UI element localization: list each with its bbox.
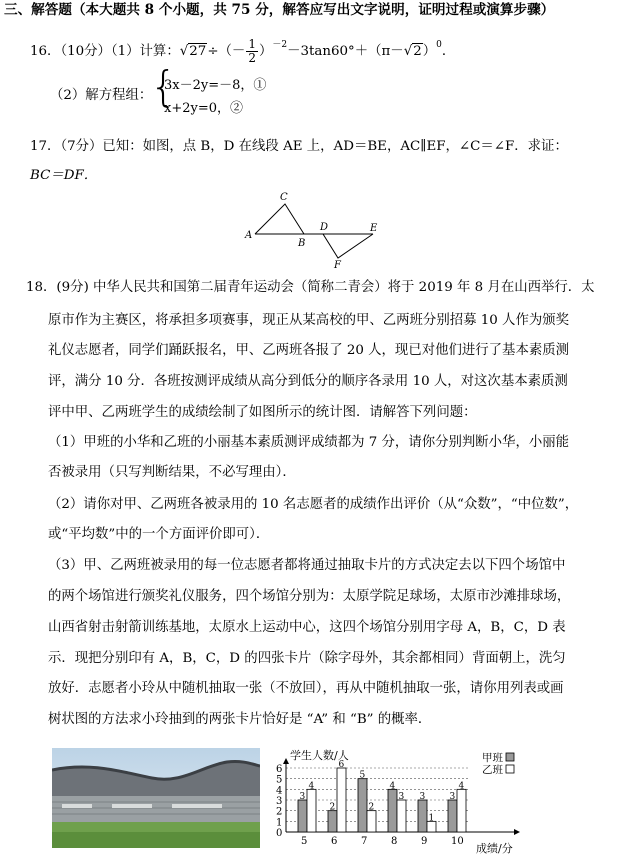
q18-line: 评，满分 10 分．各班按测评成绩从高分到低分的顺序各录用 10 人，对这次基本素质测: [48, 374, 568, 389]
equation-1: 3x－2y=－8，①: [164, 78, 267, 93]
y-tick-label: 0: [276, 828, 283, 839]
chart-x-ticks: [301, 836, 464, 847]
q17-line-1: 17．（7分）已知：如图，点 B，D 在线段 AE 上，AD＝BE，AC∥EF，∠C＝∠F．求证：: [30, 139, 568, 154]
y-axis-arrow: [283, 758, 289, 764]
y-tick-label: 5: [276, 774, 283, 786]
legend-label: 乙班: [482, 764, 503, 776]
q18-line: 树状图的方法求小玲抽到的两张卡片恰好是 “A” 和 “B” 的概率．: [48, 712, 432, 727]
label-b: B: [298, 238, 306, 249]
q18-line: （1）甲班的小华和乙班的小丽基本素质测评成绩都为 7 分，请你分别判断小华，小丽能: [48, 435, 570, 450]
bar-data-label: 3: [449, 792, 456, 802]
x-axis-arrow: [514, 829, 520, 835]
y-tick-label: 4: [276, 785, 283, 797]
y-tick-label: 6: [276, 764, 283, 775]
geometry-figure: [240, 190, 390, 270]
bar-data-label: 1: [428, 813, 435, 824]
bar-data-label: 2: [329, 802, 336, 813]
bar-yi: [457, 789, 466, 832]
bar-jia: [388, 789, 397, 832]
x-tick-label: 9: [421, 836, 428, 847]
bar-data-label: 6: [338, 760, 345, 770]
q17-line-2: BC＝DF．: [30, 168, 98, 183]
q16-exponent-2: 0: [436, 40, 442, 50]
y-tick-label: 2: [276, 806, 283, 818]
bar-data-label: 4: [389, 781, 396, 792]
x-tick-label: 5: [301, 836, 308, 847]
bar-jia: [418, 800, 427, 832]
q16-text-c: －3tan60°＋（π－: [287, 44, 404, 59]
q18-line: 评中甲、乙两班学生的成绩绘制了如图所示的统计图．请解答下列问题：: [48, 405, 477, 420]
label-e: E: [370, 223, 378, 234]
q16-text-b: ）: [258, 44, 273, 59]
x-tick-label: 6: [331, 836, 338, 847]
bar-chart: [268, 748, 568, 856]
q18-line: 放好．志愿者小玲从中随机抽取一张（不放回），再从中随机抽取一张，请你用列表或画: [48, 681, 564, 696]
equation-2: x+2y=0，②: [164, 101, 244, 116]
bar-data-label: 4: [308, 781, 315, 792]
bar-data-label: 3: [299, 792, 306, 802]
section-header: 三、解答题（本大题共 8 个小题，共 75 分，解答应写出文字说明，证明过程或演算步骤）: [4, 2, 555, 18]
q18-line: （2）请你对甲、乙两班各被录用的 10 名志愿者的成绩作出评价（从“众数”，“中位数”，: [48, 497, 579, 512]
bar-jia: [328, 811, 337, 832]
y-tick-label: 3: [276, 796, 283, 807]
system-brace: {: [150, 62, 177, 111]
bar-yi: [397, 800, 406, 832]
bar-data-label: 3: [398, 792, 405, 802]
x-tick-label: 7: [361, 836, 368, 847]
q16-text-end: ．: [441, 44, 456, 59]
y-tick-label: 1: [276, 817, 283, 829]
stadium-photo: [52, 748, 260, 848]
bar-yi: [337, 768, 346, 832]
sqrt-2: √2: [403, 44, 422, 59]
q18-line: 原市作为主赛区，将承担多项赛事，现正从某高校的甲、乙两班分别招募 10 人作为颁奖: [48, 313, 570, 328]
bar-data-label: 4: [458, 781, 465, 792]
q18-line: 山西省射击射箭训练基地，太原水上运动中心，这四个场馆分别用字母 A，B，C，D 表: [48, 620, 566, 635]
bar-jia: [448, 800, 457, 832]
label-a: A: [245, 230, 253, 241]
bar-data-label: 5: [359, 770, 366, 781]
q16-part2-label: （2）解方程组：: [50, 88, 153, 103]
bar-jia: [298, 800, 307, 832]
bar-jia: [358, 779, 367, 832]
q18-line: 18．(9分) 中华人民共和国第二届青年运动会（简称二青会）将于 2019 年 8 月在山西举行．太: [26, 280, 595, 295]
fraction-half: $\frac{1}{2}$: [248, 37, 256, 65]
x-tick-label: 8: [391, 836, 398, 847]
q18-line: 示．现把分别印有 A，B，C，D 的四张卡片（除字母外，其余都相同）背面朝上，洗匀: [48, 651, 566, 666]
q16-part1: 16．（10分）（1）计算：√27÷（－ $\frac{1}{2}$ ）$^{-2}-3\tan 60^\circ+(\pi-√2)^0$．: [30, 37, 456, 65]
q16-text-a: ÷（－: [207, 44, 246, 59]
bar-data-label: 2: [368, 802, 375, 813]
q16-label: 16．（10分）（1）计算：: [30, 44, 180, 59]
chart-legend: [482, 751, 514, 776]
x-tick-label: 10: [451, 836, 464, 847]
q18-line: 礼仪志愿者，同学们踊跃报名，甲、乙两班各报了 20 人，现已对他们进行了基本素质测: [48, 343, 570, 358]
label-c: C: [280, 192, 288, 203]
q16-exponent-1: －2: [272, 40, 288, 50]
legend-swatch: [506, 753, 514, 761]
triangle-def: [323, 234, 373, 258]
q18-line: 的两个场馆进行颁奖礼仪服务，四个场馆分别为：太原学院足球场，太原市沙滩排球场，: [48, 589, 571, 604]
triangle-abc: [255, 204, 304, 234]
label-d: D: [320, 222, 329, 233]
sqrt-27: √27: [179, 44, 207, 59]
chart-ylabel: 学生人数/人: [290, 749, 349, 762]
chart-xlabel: 成绩/分: [476, 842, 513, 855]
label-f: F: [334, 260, 341, 270]
bar-yi: [307, 789, 316, 832]
legend-label: 甲班: [482, 752, 503, 764]
bar-yi: [367, 811, 376, 832]
bar-data-label: 3: [419, 792, 426, 802]
legend-swatch: [506, 765, 514, 773]
q18-line: 或“平均数”中的一个方面评价即可）．: [48, 527, 270, 542]
q18-line: 否被录用（只写判断结果，不必写理由）．: [48, 465, 296, 480]
q18-line: （3）甲、乙两班被录用的每一位志愿者都将通过抽取卡片的方式决定去以下四个场馆中: [48, 558, 566, 573]
